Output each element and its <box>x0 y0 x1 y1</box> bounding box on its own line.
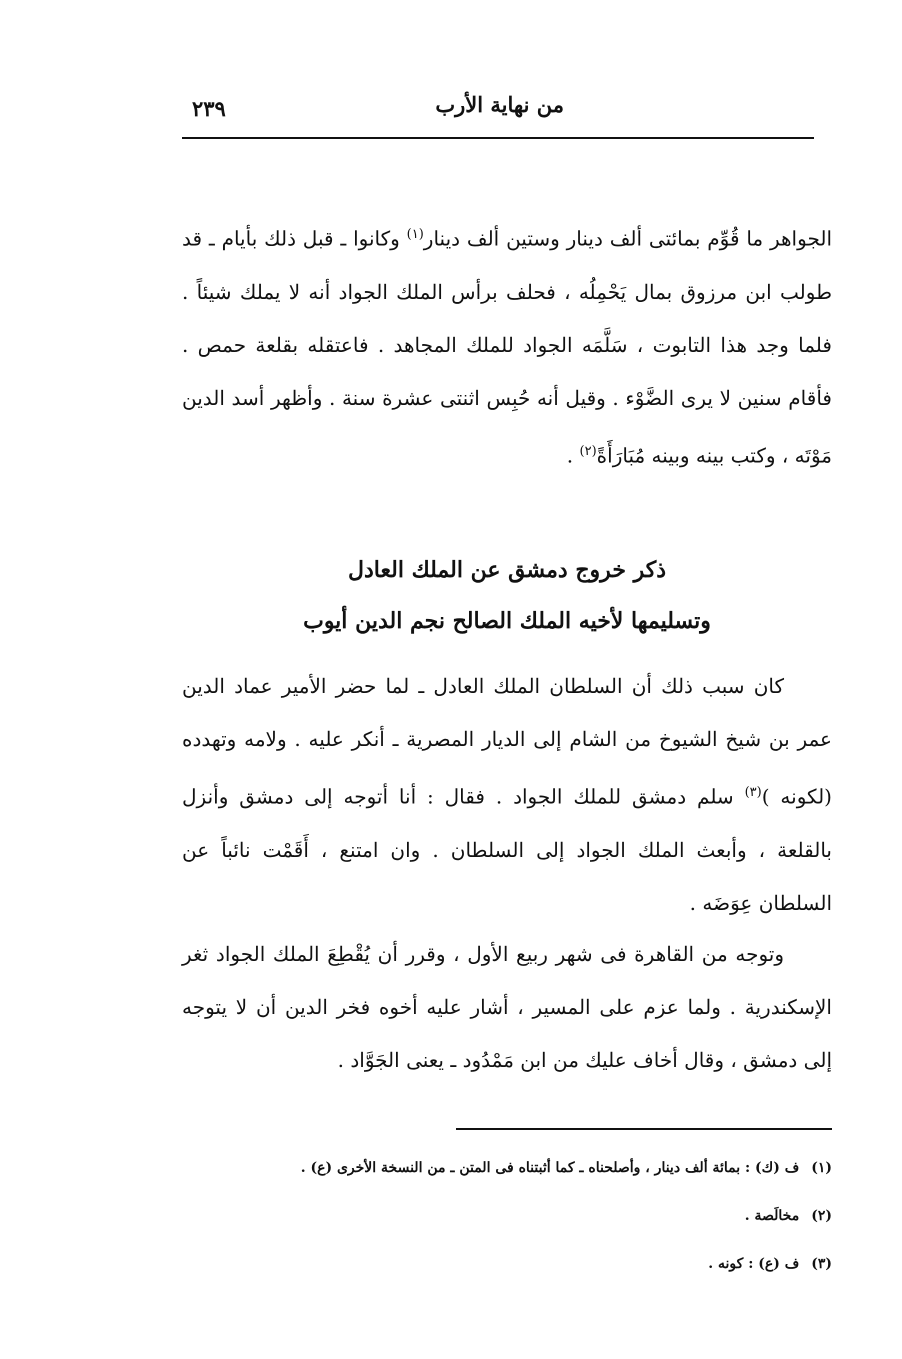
footnote-3 <box>182 1244 832 1292</box>
footnote-number: (١) <box>811 1160 832 1176</box>
header-rule <box>182 137 814 139</box>
footnote-number: (٣) <box>811 1256 832 1272</box>
paragraph-3-text: وتوجه من القاهرة فى شهر ربيع الأول ، وقرر أن يُقْطِعَ الملك الجواد ثغر الإسكندرية . ولما عزم على المسير ، أشار عليه أخوه فخر الدين أن لا يتوجه إلى دمشق ، وقال أخاف عليك من ابن مَمْدُود ـ يعنى الجَوَّاد . <box>182 942 832 1072</box>
paragraph-2 <box>182 660 832 930</box>
footnotes <box>182 1148 832 1292</box>
running-title: من نهاية الأرب <box>435 92 564 117</box>
page-number: ٢٣٩ <box>192 96 226 121</box>
footnote-text: ف (ع) : كونه . <box>708 1256 800 1272</box>
paragraph-3 <box>182 928 832 1087</box>
paragraph-1-text-c: . <box>566 443 580 468</box>
paragraph-1 <box>182 208 832 482</box>
page-header <box>182 88 832 128</box>
section-heading-line-2: وتسليمها لأخيه الملك الصالح نجم الدين أيوب <box>303 608 711 634</box>
footnote-ref-3: (٣) <box>744 785 762 800</box>
footnote-text: مخالَصة . <box>744 1208 800 1224</box>
footnote-number: (٢) <box>811 1208 832 1224</box>
footnote-text: ف (ك) : بمائة ألف دينار ، وأصلحناه ـ كما أثبتناه فى المتن ـ من النسخة الأخرى (ع) . <box>300 1160 800 1176</box>
footnote-1 <box>182 1148 832 1196</box>
paragraph-1-text-b: وكانوا ـ قبل ذلك بأيام ـ قد طولب ابن مرزوق بمال يَحْمِلُه ، فحلف برأس الملك الجواد أنه لا يملك شيئاً . فلما وجد هذا التابوت ، سَلَّمَه الجواد للملك المجاهد . فاعتقله بقلعة حمص . فأقام سنين لا يرى الضَّوْء . وقيل أنه حُبِس اثنتى عشرة سنة . وأظهر أسد الدين مَوْتَه ، وكتب بينه وبينه مُبَارَأَةً <box>182 226 832 468</box>
footnote-ref-1: (١) <box>406 227 424 242</box>
section-heading-line-1: ذكر خروج دمشق عن الملك العادل <box>348 557 666 583</box>
footnote-rule <box>456 1128 832 1130</box>
footnote-ref-2: (٢) <box>579 443 597 459</box>
footnote-2 <box>182 1196 832 1244</box>
paragraph-2-text-a: كان سبب ذلك أن السلطان الملك العادل ـ لما حضر الأمير عماد الدين عمر بن شيخ الشيوخ من الشام إلى الديار المصرية ـ أنكر عليه . ولامه وتهدده (لكونه ) <box>182 674 832 809</box>
paragraph-2-text-b: سلم دمشق للملك الجواد . فقال : أنا أتوجه إلى دمشق وأنزل بالقلعة ، وأبعث الملك الجواد إلى السلطان . وان امتنع ، أَقَمْت نائباً عن السلطان عِوَضَه . <box>182 784 832 915</box>
paragraph-1-text-a: الجواهر ما قُوِّم بمائتى ألف دينار وستين ألف دينار <box>423 226 833 251</box>
